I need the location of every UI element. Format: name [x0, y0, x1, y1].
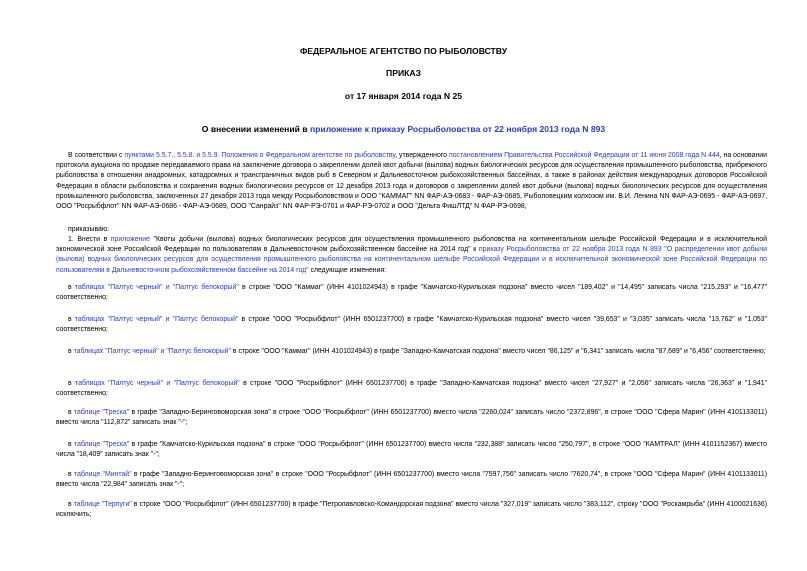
government-decree-link[interactable]: постановлением Правительства Российской Федерации от 11 июня 2008 года N 444	[448, 152, 720, 159]
preamble-text-1: В соответствии с	[68, 152, 125, 159]
point-1-text-1: 1. Внести в	[68, 236, 111, 243]
regulation-points-link[interactable]: пунктами 5.5.7., 5.5.8. и 5.5.9. Положения о Федеральном агентстве по рыболовству	[124, 152, 396, 159]
table-link[interactable]: таблице "Треска"	[73, 409, 130, 416]
preamble-text-2: , утвержденного	[395, 152, 449, 159]
order-893-link[interactable]: приказу Росрыболовства от 22 ноября 2013 года N 893 "О распределении квот добычи (вылова) водных биологических ресурсов для осуществления промышленного рыболовства на континентальном шельфе Российской Федерации и в исключительной экономической зоне Российской Федерации по пользователям в Дальневосточном рыбохозяйственном бассейне на 2014 год"	[56, 246, 767, 274]
title-prefix: О внесении изменений в	[201, 124, 310, 134]
preamble-paragraph	[56, 151, 767, 212]
list-item	[56, 440, 767, 460]
item-text: в графе "Камчатско-Курильская подзона" в строке "ООО "Росрыбфлот" (ИНН 6501237700) вместо числа "232,388" записать число "250,797", в строке "ООО "КАМТРАЛ" (ИНН 4101152367) вместо числа "18,409" записать знак "-";	[56, 441, 767, 459]
item-prefix: в	[68, 471, 75, 478]
table-link[interactable]: таблицах "Палтус черный" и "Палтус белокорый"	[74, 316, 239, 323]
order-word: приказываю:	[68, 226, 109, 233]
point-1-text-3: следующие изменения:	[308, 266, 387, 274]
item-prefix: в	[68, 409, 74, 416]
doc-type-heading: ПРИКАЗ	[386, 68, 421, 78]
list-item	[56, 408, 767, 428]
appendix-link[interactable]: приложение	[110, 236, 150, 243]
item-text: в строке "ООО "Каммаг" (ИНН 4101024943) в графе "Камчатско-Курильская подзона" вместо чисел "189,402" и "14,495" записать числа "215,293" и "16,477" соответственно;	[56, 284, 768, 302]
item-text: в строке "ООО "Росрыбфлот" (ИНН 6501237700) в графе "Петропавловско-Командорская подзона" вместо числа "327,019" записать число "383,112", строку "ООО "Роскамрыба" (ИНН 4100021636) исключить;	[56, 501, 768, 519]
item-text: в строке "ООО "Росрыбфлот" (ИНН 6501237700) в графе "Камчатско-Курильская подзона" вместо чисел "39,653" и "3,035" записать числа "13,762" и "1,053" соответственно;	[56, 316, 768, 334]
item-text: в строке "ООО "Росрыбфлот" (ИНН 6501237700) в графе "Западно-Камчатская подзона" вместо чисел "27,927" и "2,056" записать числа "26,363" и "1,941" соответственно;	[56, 380, 768, 398]
item-prefix: в	[68, 348, 74, 355]
table-link[interactable]: таблицах "Палтус черный" и "Палтус белокорый"	[75, 380, 240, 387]
table-link[interactable]: таблицах "Палтус черный" и "Палтус белокорый"	[74, 284, 239, 291]
table-link[interactable]: таблицах "Палтус черный" и "Палтус белокорый"	[73, 348, 231, 355]
item-text: в строке "ООО "Каммаг" (ИНН 4101024943) в графе "Западно-Камчатская подзона" вместо чисел "86,125" и "6,341" записать числа "87,689" и "6,456" соответственно;	[230, 348, 766, 355]
item-text: в графе "Западно-Беринговоморская зона" в строке "ООО "Росрыбфлот" (ИНН 6501237700) вместо числа "2260,024" записать число "2372,896", в строке "ООО "Сфера Марин" (ИНН 4101133011) вместо числа "112,872" записать знак "-";	[56, 409, 767, 427]
list-item	[56, 500, 767, 520]
title-link[interactable]: приложение к приказу Росрыболовства от 22 ноября 2013 года N 893	[309, 124, 606, 134]
item-prefix: в	[68, 380, 76, 387]
document-title	[0, 124, 807, 135]
item-text: в графе "Западно-Беринговоморская зона" в строке "ООО "Росрыбфлот" (ИНН 6501237700) вместо числа "7597,756" записать число "7620,74", в строке "ООО "Сфера Марин" (ИНН 4101133011) вместо числа "22,984" записать знак "-";	[56, 471, 768, 489]
item-prefix: в	[68, 284, 75, 291]
list-item	[56, 347, 767, 357]
date-number-heading: от 17 января 2014 года N 25	[344, 91, 463, 101]
agency-heading: ФЕДЕРАЛЬНОЕ АГЕНТСТВО ПО РЫБОЛОВСТВУ	[299, 46, 508, 56]
list-item	[56, 315, 767, 335]
list-item	[56, 379, 767, 399]
preamble-text-3: , на основании протокола аукциона по продаже передаваемого права на заключение договора о закреплении долей квот добычи (вылова) водных биологических ресурсов для осуществления промышленного рыболовства, прибрежного рыболовства в отношении анадромных, катадромных и трансграничных видов рыб в Северном и Дальневосточном рыбохозяйственных бассейнах, а также в районах действия международных договоров Российской Федерации в области рыболовства и сохранения водных биологических ресурсов от 12 декабря 2013 года и договоров о закреплении долей квот добычи (вылова) водных биологических ресурсов для осуществления промышленного рыболовства, заключенных 27 декабря 2013 года между Росрыболовством и ООО "КАММАГ" NN ФАР-АЭ-0683 - ФАР-АЭ-0685, Рыболовецким колхозом им. В.И. Ленина NN ФАР-АЭ-0695 - ФАР-АЭ-0697, ООО "Росрыбфлот" NN ФАР-АЭ-0686 - ФАР-АЭ-0689, ООО "Санрайз" NN ФАР-РЭ-0701 и ФАР-РЭ-0702 и ООО "Дельта ФишЛТД" N ФАР-РЭ-0698,	[56, 152, 767, 211]
table-link[interactable]: таблице "Треска"	[74, 441, 130, 448]
item-prefix: в	[68, 316, 75, 323]
point-1-paragraph	[56, 235, 767, 276]
list-item	[56, 283, 767, 303]
item-prefix: в	[68, 441, 75, 448]
item-prefix: в	[68, 501, 74, 508]
point-1-text-2: "Квоты добычи (вылова) водных биологических ресурсов для осуществления промышленного рыболовства на континентальном шельфе Российской Федерации и в исключительной экономической зоне Российской Федерации по пользователям в Дальневосточном рыбохозяйственном бассейне на 2014 год" к	[56, 236, 767, 254]
list-item	[56, 470, 767, 490]
table-link[interactable]: таблице "Минтай"	[74, 471, 132, 478]
table-link[interactable]: таблице "Терпуги"	[73, 501, 132, 508]
